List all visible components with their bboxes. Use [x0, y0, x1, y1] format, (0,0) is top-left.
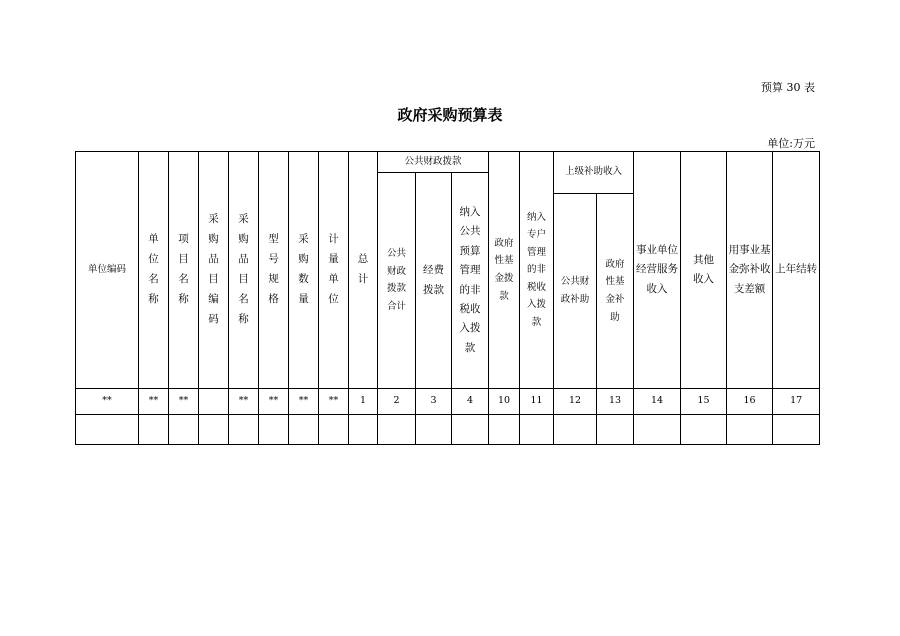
- col-header-unit-code: 单位编码: [76, 152, 139, 389]
- col-header-total: 总计: [349, 152, 378, 389]
- table-row-blank: [76, 415, 820, 445]
- table-cell: 15: [681, 389, 727, 415]
- col-header-expense-allocation: 经费拨款: [416, 173, 452, 389]
- table-cell: [773, 415, 820, 445]
- col-header-unit-name: 单位名称: [139, 152, 169, 389]
- col-header-item-code: 采购品目编码: [199, 152, 229, 389]
- table-cell: 2: [378, 389, 416, 415]
- table-cell: 14: [634, 389, 681, 415]
- table-cell: 12: [554, 389, 597, 415]
- col-header-gov-fund: 政府性基金拨款: [489, 152, 520, 389]
- table-cell: 17: [773, 389, 820, 415]
- group-header-public-finance: 公共财政拨款: [378, 152, 489, 173]
- table-cell: [76, 415, 139, 445]
- table-cell: 16: [727, 389, 773, 415]
- col-header-item-name: 采购品目名称: [229, 152, 259, 389]
- table-cell: 1: [349, 389, 378, 415]
- table-cell: **: [319, 389, 349, 415]
- col-header-project-name: 项目名称: [169, 152, 199, 389]
- table-cell: [259, 415, 289, 445]
- col-header-public-total: 公共财政拨款合计: [378, 173, 416, 389]
- table-cell: [349, 415, 378, 445]
- table-cell: **: [229, 389, 259, 415]
- table-cell: 13: [597, 389, 634, 415]
- col-header-business-income: 事业单位经营服务收入: [634, 152, 681, 389]
- table-cell: **: [259, 389, 289, 415]
- table-cell: [289, 415, 319, 445]
- table-row-index: [76, 389, 820, 415]
- table-cell: 11: [520, 389, 554, 415]
- col-header-public-subsidy: 公共财政补助: [554, 194, 597, 389]
- table-cell: [139, 415, 169, 445]
- table-cell: [452, 415, 489, 445]
- table-cell: 3: [416, 389, 452, 415]
- table-cell: [727, 415, 773, 445]
- table-cell: [597, 415, 634, 445]
- table-cell: [319, 415, 349, 445]
- unit-label: 单位:万元: [767, 137, 815, 150]
- table-cell: **: [289, 389, 319, 415]
- table-cell: 10: [489, 389, 520, 415]
- col-header-quantity: 采购数量: [289, 152, 319, 389]
- col-header-carryover: 上年结转: [773, 152, 820, 389]
- table-cell: **: [169, 389, 199, 415]
- table-cell: [681, 415, 727, 445]
- table-cell: [489, 415, 520, 445]
- table-cell: [199, 389, 229, 415]
- table-cell: [554, 415, 597, 445]
- page-title: 政府采购预算表: [397, 106, 503, 124]
- group-header-superior-subsidy: 上级补助收入: [554, 152, 634, 194]
- col-header-nontax-budget: 纳入公共预算管理的非税收入拨款: [452, 173, 489, 389]
- table-cell: [229, 415, 259, 445]
- col-header-fund-offset: 用事业基金弥补收支差额: [727, 152, 773, 389]
- procurement-budget-table: [75, 151, 820, 445]
- col-header-measure-unit: 计量单位: [319, 152, 349, 389]
- table-cell: [520, 415, 554, 445]
- table-cell: [378, 415, 416, 445]
- table-cell: **: [139, 389, 169, 415]
- col-header-spec: 型号规格: [259, 152, 289, 389]
- col-header-special-account: 纳入专户管理的非税收入拨款: [520, 152, 554, 389]
- col-header-fund-subsidy: 政府性基金补助: [597, 194, 634, 389]
- table-cell: [169, 415, 199, 445]
- col-header-other-income: 其他收入: [681, 152, 727, 389]
- table-cell: 4: [452, 389, 489, 415]
- table-cell: [416, 415, 452, 445]
- table-cell: [634, 415, 681, 445]
- table-cell: **: [76, 389, 139, 415]
- form-number: 预算 30 表: [761, 81, 815, 94]
- table-cell: [199, 415, 229, 445]
